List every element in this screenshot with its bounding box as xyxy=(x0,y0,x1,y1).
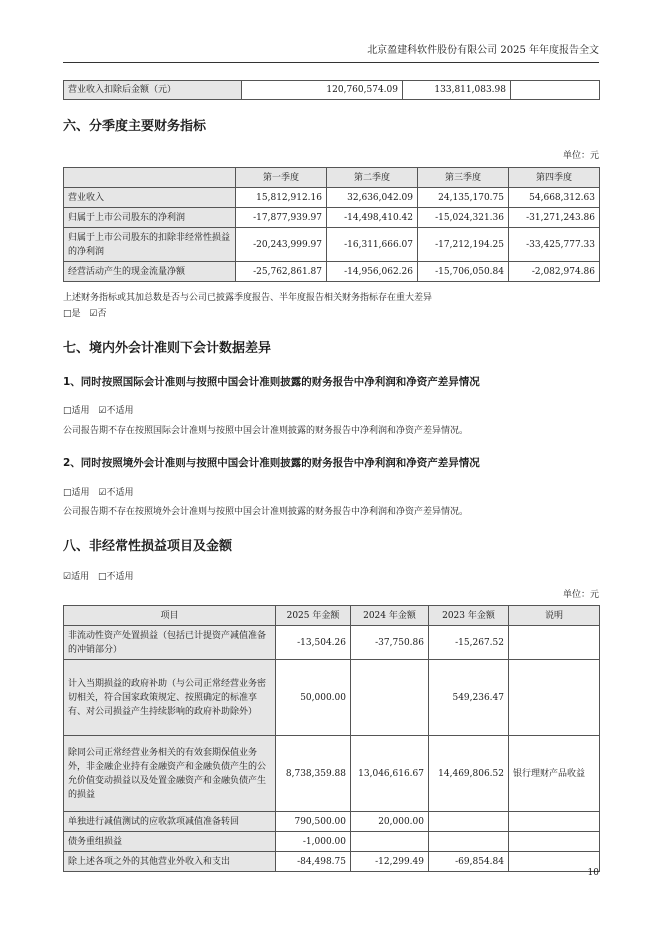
checkbox-not-apply[interactable]: ☑不适用 xyxy=(98,406,134,416)
cell-value: -20,243,999.97 xyxy=(236,228,327,262)
option-group xyxy=(63,570,139,584)
subsection-2-title: 2、同时按照境外会计准则与按照中国会计准则披露的财务报告中净利润和净资产差异情况 xyxy=(63,457,480,469)
quarterly-financials-table xyxy=(63,167,600,282)
disclosure-note: 上述财务指标或其加总数是否与公司已披露季度报告、半年度报告相关财务指标存在重大差异 xyxy=(63,293,433,303)
row-label: 归属于上市公司股东的净利润 xyxy=(64,208,236,228)
cell-value: -84,498.75 xyxy=(276,852,351,872)
cell-note xyxy=(509,660,600,736)
cell-value: -13,504.26 xyxy=(276,626,351,660)
unit-label: 单位：元 xyxy=(562,590,599,600)
row-label: 除上述各项之外的其他营业外收入和支出 xyxy=(64,852,276,872)
table-row xyxy=(64,660,600,736)
column-header: 第三季度 xyxy=(418,168,509,188)
cell-note: 银行理财产品收益 xyxy=(509,736,600,812)
checkbox-apply[interactable]: □适用 xyxy=(63,406,90,416)
cell-value: -16,311,666.07 xyxy=(327,228,418,262)
cell-value: -14,498,410.42 xyxy=(327,208,418,228)
column-header: 第四季度 xyxy=(509,168,600,188)
cell-value: -17,212,194.25 xyxy=(418,228,509,262)
page-number: 10 xyxy=(587,868,599,878)
row-label: 单独进行减值测试的应收款项减值准备转回 xyxy=(64,812,276,832)
option-group xyxy=(63,307,112,321)
table-row xyxy=(64,81,600,100)
cell-value: -14,956,062.26 xyxy=(327,262,418,282)
table-header-row xyxy=(64,168,600,188)
cell-value: 24,135,170.75 xyxy=(418,188,509,208)
option-group xyxy=(63,404,139,418)
table-row xyxy=(64,626,600,660)
row-label: 营业收入 xyxy=(64,188,236,208)
cell-value: -69,854.84 xyxy=(429,852,509,872)
cell-note xyxy=(509,812,600,832)
checkbox-apply[interactable]: ☑适用 xyxy=(63,572,90,582)
cell-value xyxy=(351,832,429,852)
subsection-1-title: 1、同时按照国际会计准则与按照中国会计准则披露的财务报告中净利润和净资产差异情况 xyxy=(63,376,480,388)
cell-value: -25,762,861.87 xyxy=(236,262,327,282)
cell-value: -15,267.52 xyxy=(429,626,509,660)
cell-value: -37,750.86 xyxy=(351,626,429,660)
row-label: 计入当期损益的政府补助（与公司正常经营业务密切相关，符合国家政策规定、按照确定的标准享有、对公司损益产生持续影响的政府补助除外） xyxy=(64,660,276,736)
row-label: 经营活动产生的现金流量净额 xyxy=(64,262,236,282)
cell-value: -2,082,974.86 xyxy=(509,262,600,282)
cell-value: 32,636,042.09 xyxy=(327,188,418,208)
unit-label: 单位：元 xyxy=(562,151,599,161)
cell-value: 50,000.00 xyxy=(276,660,351,736)
cell-value: 20,000.00 xyxy=(351,812,429,832)
table-row xyxy=(64,188,600,208)
cell-value: 14,469,806.52 xyxy=(429,736,509,812)
checkbox-not-apply[interactable]: □不适用 xyxy=(97,572,134,582)
cell-value xyxy=(429,832,509,852)
table-row xyxy=(64,208,600,228)
checkbox-not-apply[interactable]: ☑不适用 xyxy=(98,488,134,498)
cell-value: 120,760,574.09 xyxy=(242,81,403,100)
cell-value: -15,024,321.36 xyxy=(418,208,509,228)
cell-value: -1,000.00 xyxy=(276,832,351,852)
cell-value: 790,500.00 xyxy=(276,812,351,832)
row-label: 债务重组损益 xyxy=(64,832,276,852)
header-divider xyxy=(63,62,599,63)
section-8-title: 八、非经常性损益项目及金额 xyxy=(63,539,233,554)
table-row xyxy=(64,852,600,872)
cell-value: -33,425,777.33 xyxy=(509,228,600,262)
option-group xyxy=(63,486,139,500)
row-label: 营业收入扣除后金额（元） xyxy=(64,81,242,100)
cell-value: 13,046,616.67 xyxy=(351,736,429,812)
table-row xyxy=(64,262,600,282)
column-header: 项目 xyxy=(64,606,276,626)
column-header xyxy=(64,168,236,188)
revenue-deduction-table xyxy=(63,80,600,100)
cell-value xyxy=(429,812,509,832)
table-row xyxy=(64,832,600,852)
column-header: 2023 年金额 xyxy=(429,606,509,626)
cell-value: 549,236.47 xyxy=(429,660,509,736)
cell-value: -12,299.49 xyxy=(351,852,429,872)
checkbox-yes[interactable]: □是 xyxy=(63,309,81,319)
table-header-row xyxy=(64,606,600,626)
cell-value: -15,706,050.84 xyxy=(418,262,509,282)
cell-value: 54,668,312.63 xyxy=(509,188,600,208)
row-label: 非流动性资产处置损益（包括已计提资产减值准备的冲销部分） xyxy=(64,626,276,660)
cell-value: -17,877,939.97 xyxy=(236,208,327,228)
checkbox-no[interactable]: ☑否 xyxy=(89,309,107,319)
cell-note xyxy=(509,626,600,660)
paragraph: 公司报告期不存在按照境外会计准则与按照中国会计准则披露的财务报告中净利润和净资产差异情况。 xyxy=(63,507,469,517)
cell-note xyxy=(509,832,600,852)
page-header: 北京盈建科软件股份有限公司 2025 年年度报告全文 xyxy=(367,45,599,56)
section-6-title: 六、分季度主要财务指标 xyxy=(63,119,207,134)
column-header: 2024 年金额 xyxy=(351,606,429,626)
non-recurring-items-table xyxy=(63,605,600,872)
column-header: 说明 xyxy=(509,606,600,626)
column-header: 2025 年金额 xyxy=(276,606,351,626)
column-header: 第一季度 xyxy=(236,168,327,188)
cell-value: 15,812,912.16 xyxy=(236,188,327,208)
row-label: 归属于上市公司股东的扣除非经常性损益的净利润 xyxy=(64,228,236,262)
cell-value: 133,811,083.98 xyxy=(403,81,511,100)
column-header: 第二季度 xyxy=(327,168,418,188)
cell-value: -31,271,243.86 xyxy=(509,208,600,228)
checkbox-apply[interactable]: □适用 xyxy=(63,488,90,498)
cell-value xyxy=(351,660,429,736)
cell-value xyxy=(511,81,600,100)
table-row xyxy=(64,736,600,812)
paragraph: 公司报告期不存在按照国际会计准则与按照中国会计准则披露的财务报告中净利润和净资产差异情况。 xyxy=(63,426,469,436)
cell-value: 8,738,359.88 xyxy=(276,736,351,812)
table-row xyxy=(64,812,600,832)
table-row xyxy=(64,228,600,262)
section-7-title: 七、境内外会计准则下会计数据差异 xyxy=(63,341,272,356)
row-label: 除同公司正常经营业务相关的有效套期保值业务外，非金融企业持有金融资产和金融负债产生的公允价值变动损益以及处置金融资产和金融负债产生的损益 xyxy=(64,736,276,812)
